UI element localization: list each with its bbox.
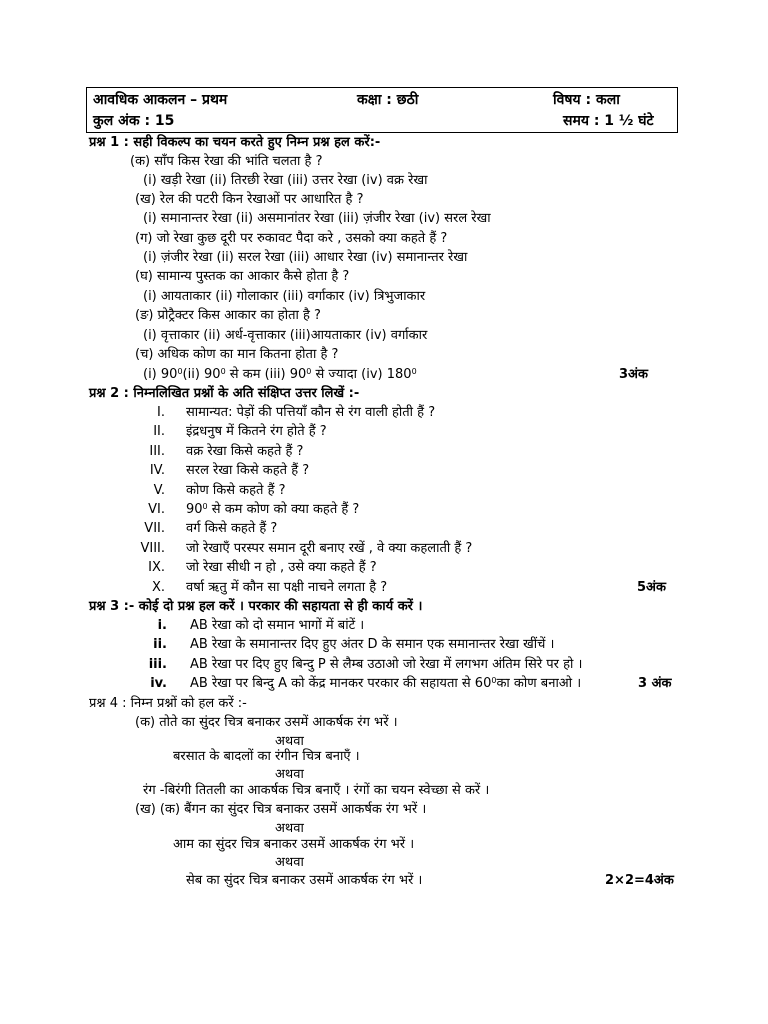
or-label: अथवा: [275, 767, 304, 782]
or-label: अथवा: [275, 855, 304, 870]
q2-item-text-part: से कम कोण को क्या कहते हैं ?: [207, 502, 360, 517]
q2-item-text: वक्र रेखा किसे कहते हैं ?: [186, 444, 304, 459]
q2-item-text: [186, 501, 359, 519]
total-marks-label: कुल अंक : 15: [93, 113, 175, 129]
header-box: [86, 87, 678, 133]
q1-e-options: (i) वृत्ताकार (ii) अर्ध-वृत्ताकार (iii)आयताकार (iv) वर्गाकार: [143, 328, 428, 343]
q4-b-option-1: (ख) (क) बैंगन का सुंदर चित्र बनाकर उसमें आकर्षक रंग भरें ।: [135, 802, 427, 817]
q2-item-text: सरल रेखा किसे कहते हैं ?: [186, 463, 310, 478]
q1-f-question: (च) अधिक कोण का मान कितना होता है ?: [135, 347, 339, 362]
q3-item-text: AB रेखा पर दिए हुए बिन्दु P से लैम्ब उठाओ जो रेखा में लगभग अंतिम सिरे पर हो ।: [190, 657, 583, 672]
q3-item-number: iv.: [150, 676, 167, 691]
q3-item-number: ii.: [153, 637, 167, 652]
q3-item-text-part: का कोण बनाओ ।: [496, 676, 582, 691]
or-label: अथवा: [275, 821, 304, 836]
q2-item-text: जो रेखाएँ परस्पर समान दूरी बनाए रखें , वे क्या कहलाती हैं ?: [186, 541, 473, 556]
q3-item-number: i.: [157, 618, 167, 633]
q3-marks: 3 अंक: [638, 676, 672, 691]
time-label: समय : 1 ½ घंटे: [563, 113, 654, 129]
q3-heading: प्रश्न 3 :- कोई दो प्रश्न हल करें । परकार की सहायता से ही कार्य करें ।: [89, 599, 423, 614]
q1-a-question: (क) साँप किस रेखा की भांति चलता है ?: [130, 154, 323, 169]
q1-c-question: (ग) जो रेखा कुछ दूरी पर रुकावट पैदा करे , उसको क्या कहते हैं ?: [135, 231, 448, 246]
q4-b-option-3: सेब का सुंदर चित्र बनाकर उसमें आकर्षक रंग भरें ।: [186, 873, 423, 888]
q2-marks: 5अंक: [637, 580, 666, 595]
q1-marks: 3अंक: [619, 367, 648, 382]
q2-item-number: IV.: [149, 463, 165, 478]
q1-f-opt-1: (i) 90: [143, 367, 178, 382]
q2-item-number: I.: [157, 405, 165, 420]
q1-a-options: (i) खड़ी रेखा (ii) तिरछी रेखा (iii) उत्तर रेखा (iv) वक्र रेखा: [143, 173, 428, 188]
or-label: अथवा: [275, 734, 304, 749]
q1-b-options: (i) समानान्तर रेखा (ii) असमानांतर रेखा (iii) ज़ंजीर रेखा (iv) सरल रेखा: [143, 211, 491, 226]
q3-item-text: [190, 675, 581, 693]
q3-item-number: iii.: [148, 657, 167, 672]
q2-item-number: II.: [153, 424, 165, 439]
q2-item-number: VII.: [144, 521, 165, 536]
q1-f-opt-2: (ii) 90: [182, 367, 221, 382]
q2-item-text: जो रेखा सीधी न हो , उसे क्या कहते हैं ?: [186, 560, 377, 575]
subject-label: विषय : कला: [553, 92, 620, 108]
q2-item-number: X.: [151, 580, 165, 595]
q3-item-text: AB रेखा के समानान्तर दिए हुए अंतर D के समान एक समानान्तर रेखा खींचें ।: [190, 637, 555, 652]
q2-item-number: VI.: [148, 502, 165, 517]
q4-marks: 2×2=4अंक: [605, 873, 674, 888]
q2-item-number: III.: [149, 444, 165, 459]
q4-a-option-3: रंग -बिरंगी तितली का आकर्षक चित्र बनाएँ । रंगों का चयन स्वेच्छा से करें ।: [143, 783, 490, 798]
q3-item-text-part: AB रेखा पर बिन्दु A को केंद्र मानकर परकार की सहायता से 60: [190, 676, 492, 691]
class-label: कक्षा : छठी: [357, 92, 419, 108]
q1-c-options: (i) ज़ंजीर रेखा (ii) सरल रेखा (iii) आधार रेखा (iv) समानान्तर रेखा: [143, 250, 468, 265]
q4-heading: प्रश्न 4 : निम्न प्रश्नों को हल करें :-: [89, 696, 247, 711]
q2-item-number: V.: [153, 483, 165, 498]
exam-title: आवधिक आकलन – प्रथम: [93, 92, 228, 108]
q2-item-text: इंद्रधनुष में कितने रंग होते हैं ?: [186, 424, 327, 439]
q1-d-question: (घ) सामान्य पुस्तक का आकार कैसे होता है ?: [135, 269, 350, 284]
q1-f-opt-3: से कम (iii) 90: [225, 367, 307, 382]
q2-heading: प्रश्न 2 : निम्नलिखित प्रश्नों के अति संक्षिप्त उत्तर लिखें :-: [89, 386, 360, 401]
degree-sign: 0: [177, 367, 183, 376]
degree-sign: 0: [202, 502, 208, 511]
q2-item-text: कोण किसे कहते हैं ?: [186, 483, 286, 498]
q1-f-opt-4: से ज्यादा (iv) 180: [311, 367, 412, 382]
q2-item-text: वर्ग किसे कहते हैं ?: [186, 521, 278, 536]
degree-sign: 0: [411, 367, 417, 376]
degree-sign: 0: [491, 676, 497, 685]
q1-heading: प्रश्न 1 : सही विकल्प का चयन करते हुए निम्न प्रश्न हल करें:-: [89, 135, 381, 150]
q2-item-text: सामान्यत: पेड़ों की पत्तियाँ कौन से रंग वाली होती हैं ?: [186, 405, 436, 420]
degree-sign: 0: [220, 367, 226, 376]
q2-item-number: IX.: [148, 560, 165, 575]
q2-item-number: VIII.: [140, 541, 165, 556]
q4-a-option-1: (क) तोते का सुंदर चित्र बनाकर उसमें आकर्षक रंग भरें ।: [135, 715, 398, 730]
q2-item-text-part: 90: [186, 502, 203, 517]
q1-e-question: (ङ) प्रोट्रैक्टर किस आकार का होता है ?: [135, 308, 321, 323]
q4-a-option-2: बरसात के बादलों का रंगीन चित्र बनाएँ ।: [173, 749, 360, 764]
degree-sign: 0: [306, 367, 312, 376]
q1-b-question: (ख) रेल की पटरी किन रेखाओं पर आधारित है ?: [135, 192, 364, 207]
q4-b-option-2: आम का सुंदर चित्र बनाकर उसमें आकर्षक रंग भरें ।: [173, 837, 415, 852]
q2-item-text: वर्षा ऋतु में कौन सा पक्षी नाचने लगता है ?: [186, 580, 388, 595]
q3-item-text: AB रेखा को दो समान भागों में बांटें ।: [190, 618, 365, 633]
q1-d-options: (i) आयताकार (ii) गोलाकार (iii) वर्गाकार (iv) त्रिभुजाकार: [143, 289, 426, 304]
q1-f-options: [143, 366, 417, 384]
